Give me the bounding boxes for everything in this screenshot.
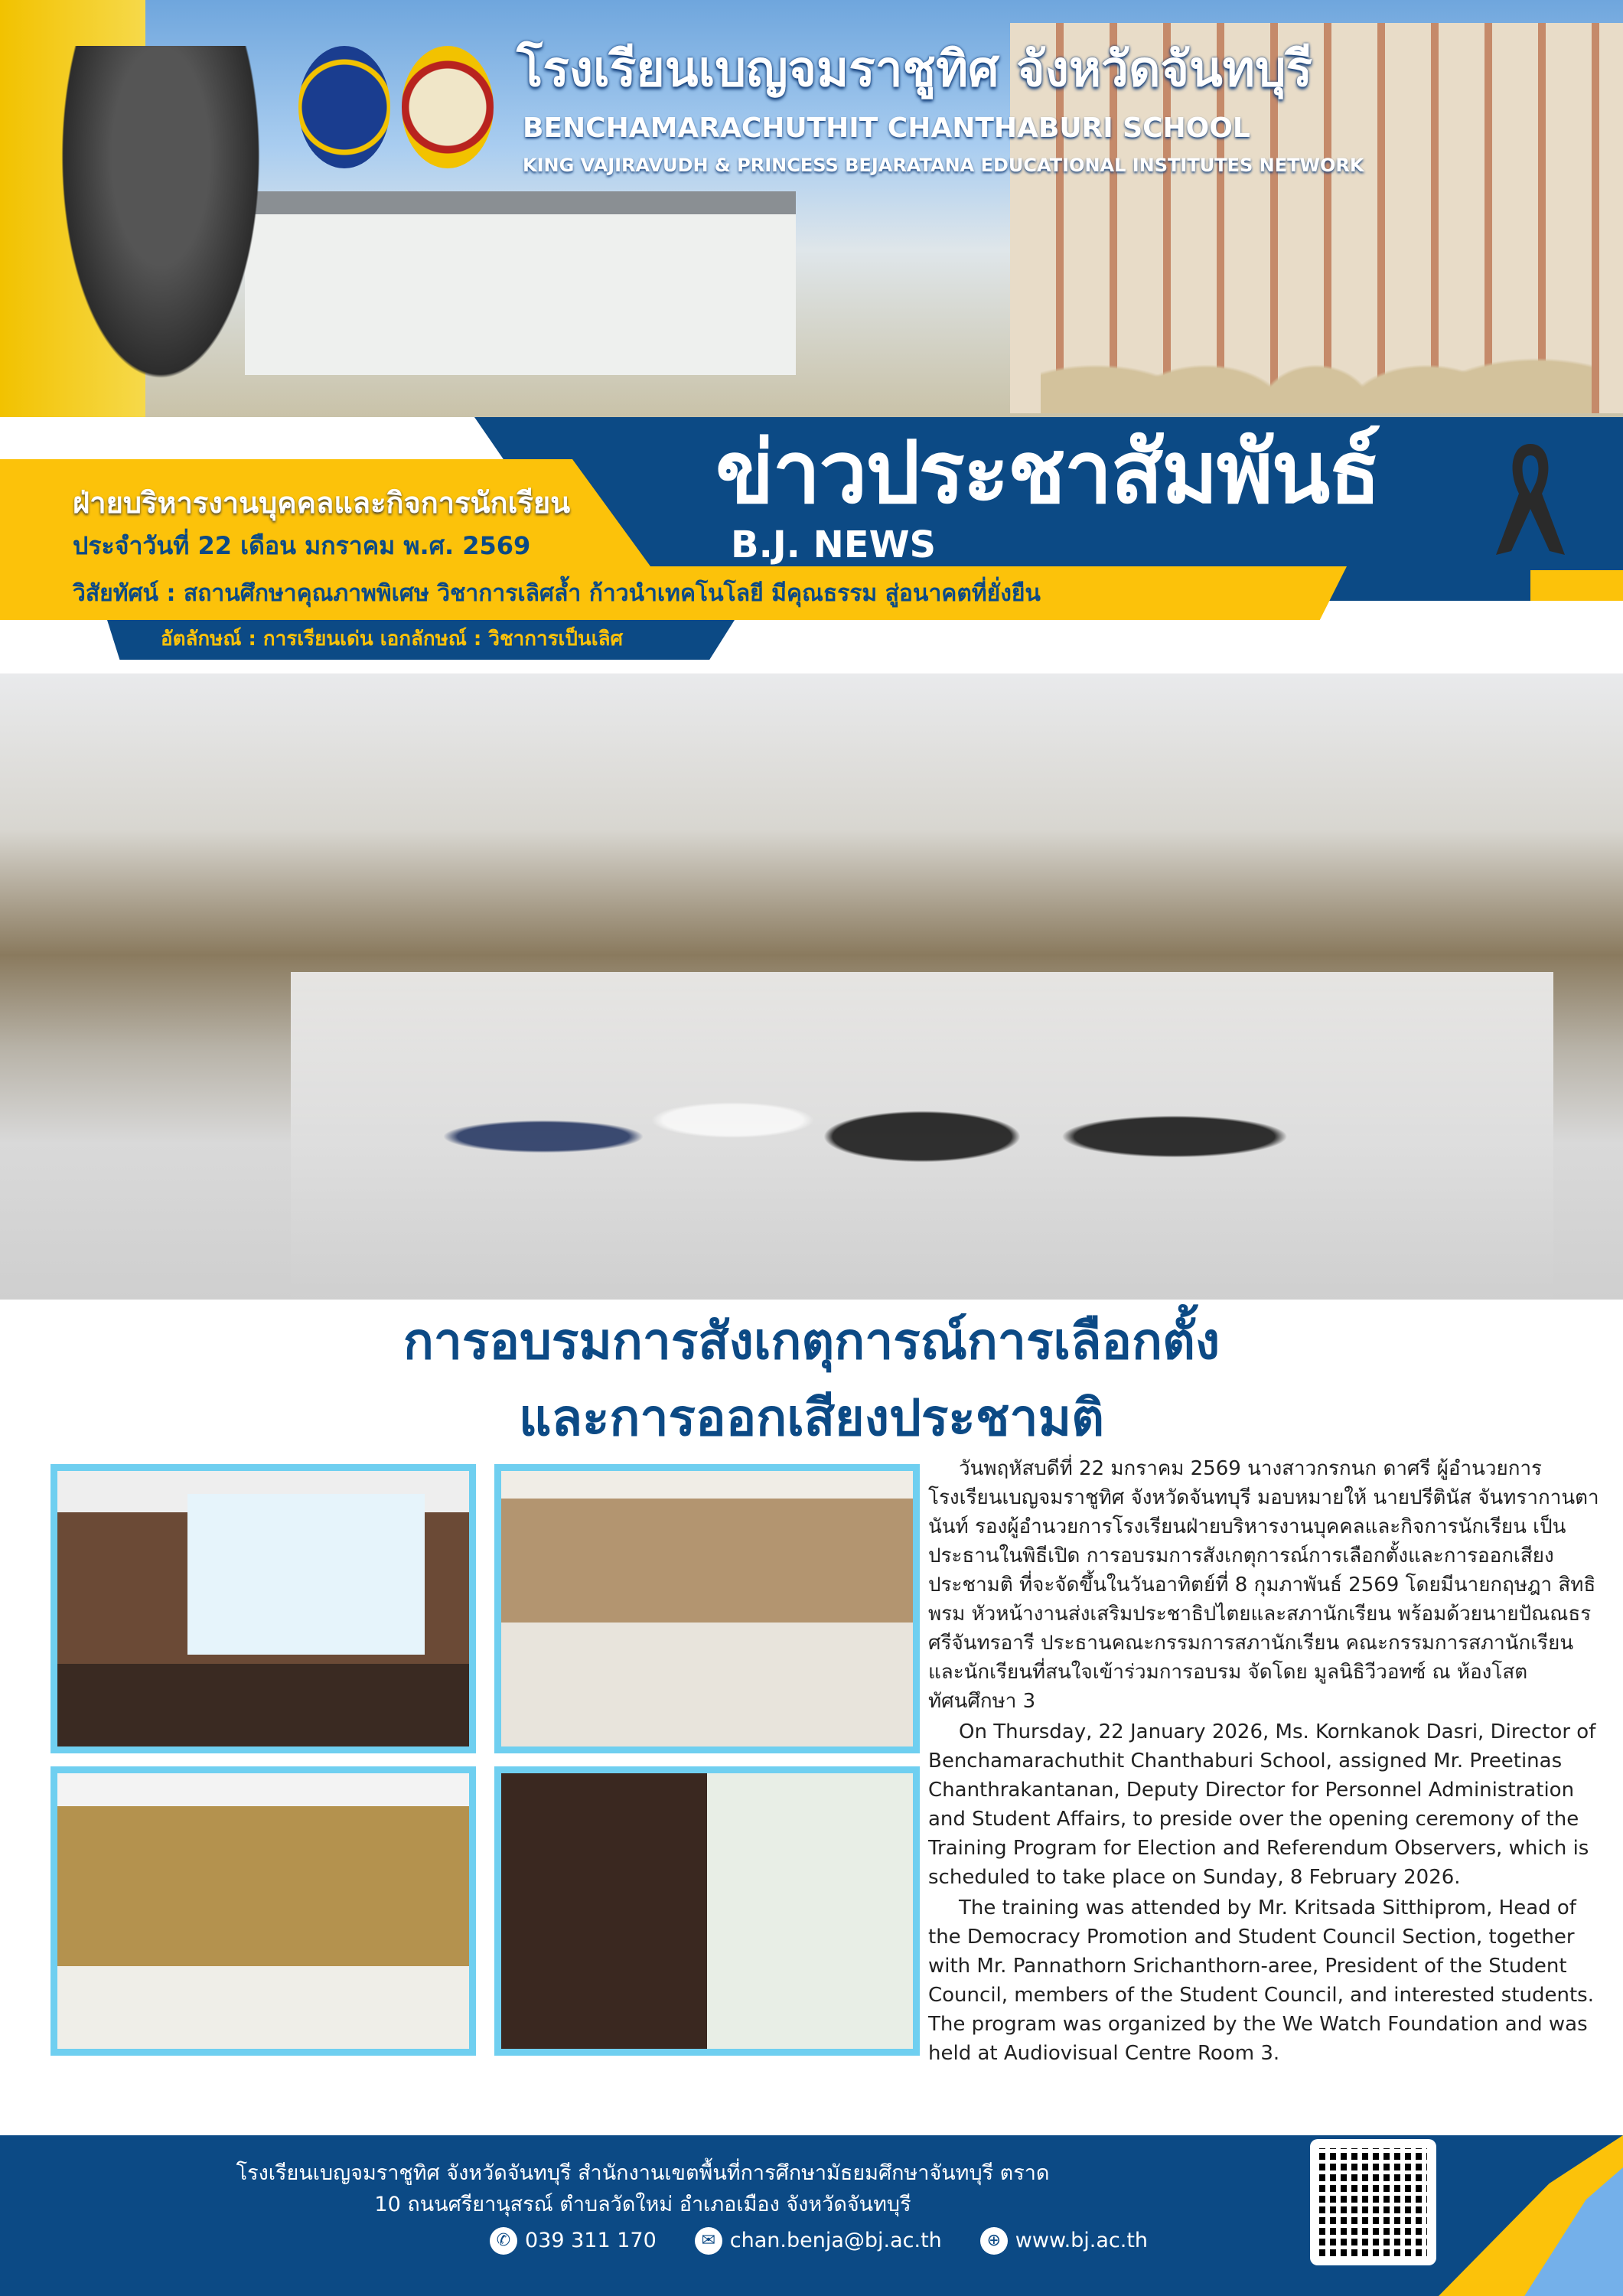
vision-statement: วิสัยทัศน์ : สถานศึกษาคุณภาพพิเศษ วิชาการเลิศล้ำ ก้าวนำเทคโนโลยี มีคุณธรรม สู่อนาคตที่ยั่งยืน	[73, 580, 1041, 607]
paragraph-thai: วันพฤหัสบดีที่ 22 มกราคม 2569 นางสาวกรกนก ดาศรี ผู้อำนวยการโรงเรียนเบญจมราชูทิศ จังหวัดจันทบุรี มอบหมายให้ นายปรีตินัส จันทรากานตานันท์ รองผู้อำนวยการโรงเรียนฝ่ายบริหารงานบุคคลและกิจการนักเรียน เป็นประธานในพิธีเปิด การอบรมการสังเกตุการณ์การเลือกตั้งและการออกเสียงประชามติ ที่จะจัดขึ้นในวันอาทิตย์ที่ 8 กุมภาพันธ์ 2569 โดยมีนายกฤษฎา สิทธิพรม หัวหน้างานส่งเสริมประชาธิปไตยและสภานักเรียน พร้อมด้วยนายปัณณธร ศรีจันทรอารี ประธานคณะกรรมการสภานักเรียน คณะกรรมการสภานักเรียนและนักเรียนที่สนใจเข้าร่วมการอบรม จัดโดย มูลนิธิวีวอทซ์ ณ ห้องโสตทัศนศึกษา 3	[928, 1457, 1599, 1713]
email-address[interactable]: chan.benja@bj.ac.th	[729, 2229, 942, 2252]
administrators-photo	[1041, 184, 1592, 413]
contact-email[interactable]	[695, 2227, 942, 2255]
projector-screen	[187, 1494, 425, 1655]
phone-number: 039 311 170	[525, 2229, 657, 2252]
newsletter-title-thai: ข่าวประชาสัมพันธ์	[715, 423, 1380, 523]
identity-statement: อัตลักษณ์ : การเรียนเด่น เอกลักษณ์ : วิชาการเป็นเลิศ	[161, 628, 624, 651]
school-network: KING VAJIRAVUDH & PRINCESS BEJARATANA EDUCATIONAL INSTITUTES NETWORK	[523, 155, 1364, 176]
school-name-english: BENCHAMARACHUTHIT CHANTHABURI SCHOOL	[523, 113, 1250, 144]
website-link[interactable]: www.bj.ac.th	[1015, 2229, 1149, 2252]
qr-code[interactable]	[1310, 2139, 1436, 2265]
photo-speakers	[51, 1464, 476, 1753]
email-icon: ✉	[695, 2227, 722, 2255]
phone-icon: ✆	[490, 2227, 517, 2255]
historic-building-image	[245, 191, 796, 375]
contact-phone[interactable]	[490, 2227, 657, 2255]
department-name: ฝ่ายบริหารงานบุคคลและกิจการนักเรียน	[73, 486, 571, 520]
band-stripe	[1530, 570, 1623, 601]
issue-date: ประจำวันที่ 22 เดือน มกราคม พ.ศ. 2569	[73, 531, 531, 560]
newsletter-title-english: B.J. NEWS	[731, 523, 937, 566]
footer-contacts	[490, 2227, 1148, 2255]
article-body	[928, 1454, 1602, 2069]
footer-address-line1: โรงเรียนเบญจมราชูทิศ จังหวัดจันทบุรี สำนักงานเขตพื้นที่การศึกษามัธยมศึกษาจันทบุรี ตราด	[236, 2161, 1050, 2185]
paragraph-english-1: On Thursday, 22 January 2026, Ms. Kornkanok Dasri, Director of Benchamarachuthit Chanthaburi School, assigned Mr. Preetinas Chanthrakantanan, Deputy Director for Personnel Administration and Student Affairs, to preside over the opening ceremony of the Training Program for Election and Referendum Observers, which is scheduled to take place on Sunday, 8 February 2026.	[928, 1720, 1596, 1889]
network-logo	[298, 46, 390, 168]
participants-group	[291, 972, 1553, 1300]
qr-code-pattern	[1319, 2148, 1427, 2256]
mourning-ribbon-icon	[1481, 440, 1580, 563]
article-title-line1: การอบรมการสังเกตุการณ์การเลือกตั้ง	[402, 1312, 1221, 1371]
globe-icon: ⊕	[980, 2227, 1008, 2255]
statue-image	[46, 46, 275, 413]
paragraph-english-2: The training was attended by Mr. Kritsada Sitthiprom, Head of the Democracy Promotion and Student Council Section, together with Mr. Pannathorn Srichanthorn-aree, President of the Student Council, members of the Student Council, and interested students. The program was organized by the We Watch Foundation and was held at Audiovisual Centre Room 3.	[928, 1896, 1594, 2065]
photo-presenters	[494, 1766, 920, 2056]
footer-address-line2: 10 ถนนศรียานุสรณ์ ตำบลวัดใหม่ อำเภอเมือง จังหวัดจันทบุรี	[374, 2193, 911, 2216]
contact-website[interactable]	[980, 2227, 1148, 2255]
school-name-thai: โรงเรียนเบญจมราชูทิศ จังหวัดจันทบุรี	[517, 41, 1312, 98]
main-event-photo	[0, 673, 1623, 1300]
school-logo	[402, 46, 494, 168]
photo-seated-guests	[494, 1464, 920, 1753]
photo-certificates	[51, 1766, 476, 2056]
article-title-line2: และการออกเสียงประชามติ	[519, 1388, 1104, 1447]
